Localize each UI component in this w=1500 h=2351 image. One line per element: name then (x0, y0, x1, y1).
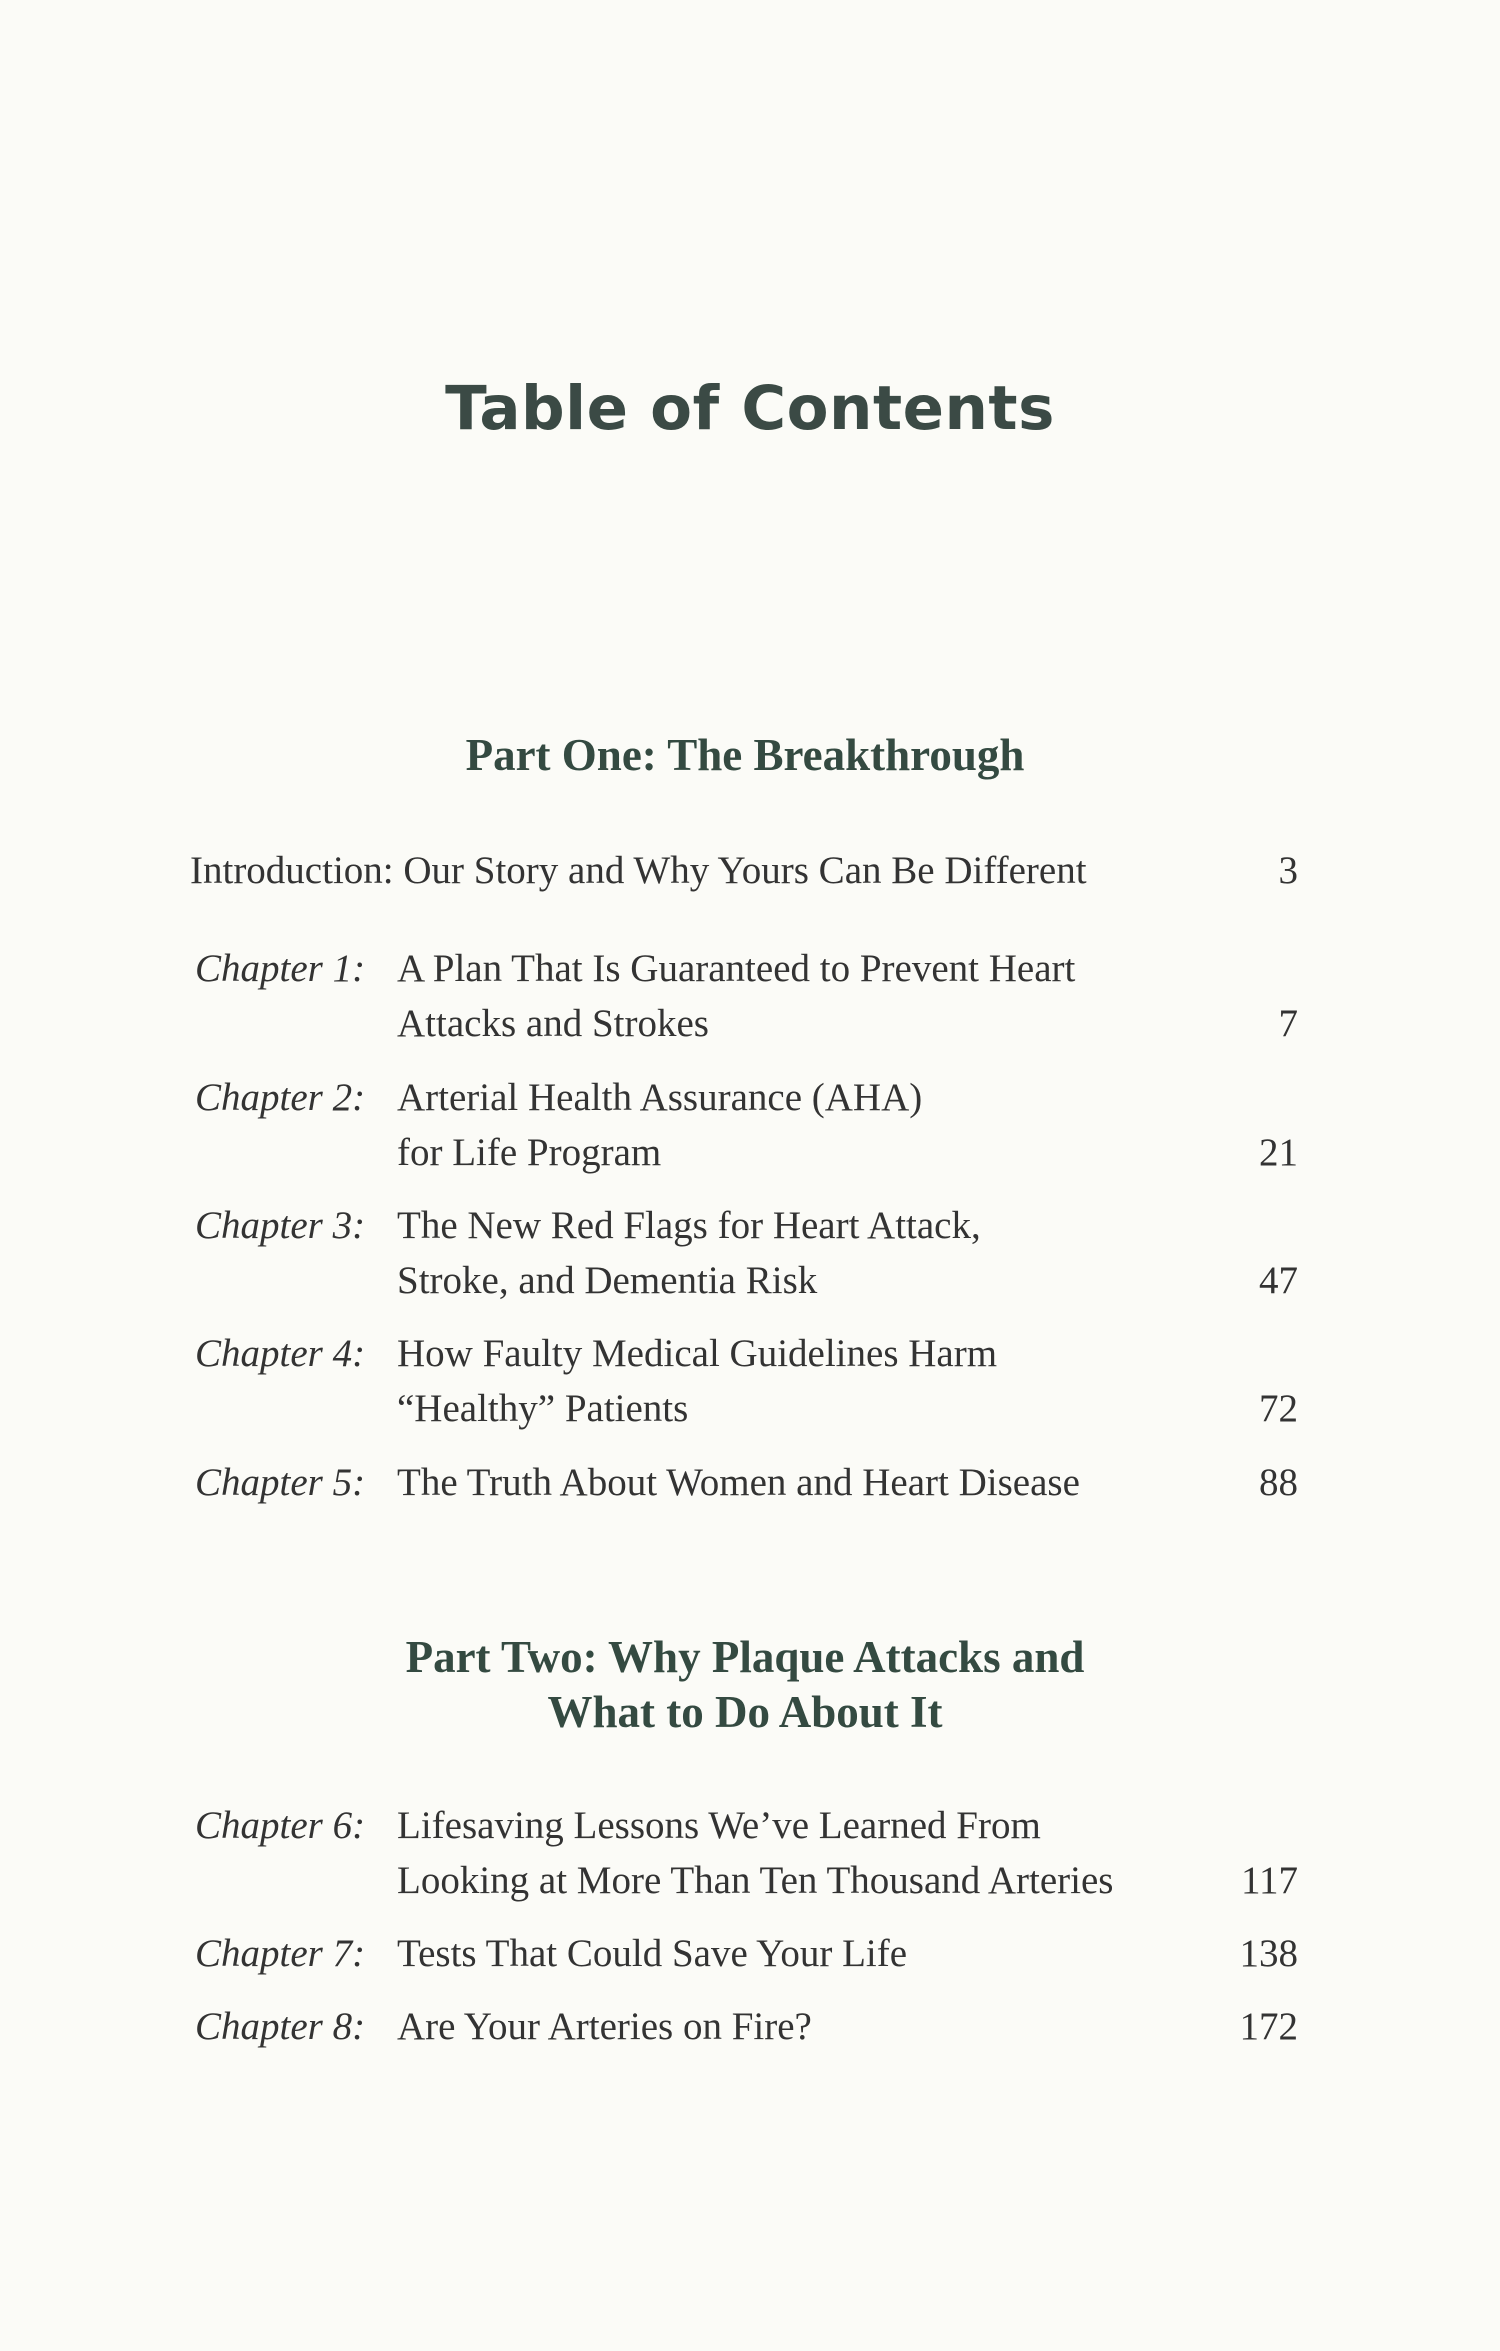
chapter-label: Chapter 8: (195, 2005, 366, 2048)
chapter-page-number: 21 (1259, 1131, 1298, 1174)
page-title: Table of Contents (445, 373, 1055, 444)
chapter-page-number: 47 (1259, 1259, 1298, 1302)
chapter-label: Chapter 3: (195, 1204, 366, 1247)
chapter-title-line: How Faulty Medical Guidelines Harm (397, 1332, 998, 1375)
chapter-label: Chapter 7: (195, 1932, 366, 1975)
chapter-title (397, 1798, 1197, 1908)
chapter-title (397, 941, 1197, 1051)
chapter-title-line: Stroke, and Dementia Risk (397, 1259, 818, 1302)
chapter-title (397, 1926, 1197, 1981)
chapter-title (397, 1326, 1197, 1436)
chapter-label: Chapter 4: (195, 1332, 366, 1375)
chapter-title-line: Are Your Arteries on Fire? (397, 2005, 812, 2048)
chapter-title-line: “Healthy” Patients (397, 1387, 689, 1430)
chapter-title-line: Tests That Could Save Your Life (397, 1932, 908, 1975)
chapter-title-line: Arterial Health Assurance (AHA) (397, 1076, 923, 1119)
chapter-page-number: 88 (1259, 1461, 1298, 1504)
chapter-title-line: The New Red Flags for Heart Attack, (397, 1204, 981, 1247)
part-two-heading (0, 1630, 1490, 1740)
chapter-page-number: 138 (1239, 1932, 1298, 1975)
chapter-label: Chapter 5: (195, 1461, 366, 1504)
chapter-page-number: 72 (1259, 1387, 1298, 1430)
chapter-title-line: A Plan That Is Guaranteed to Prevent Heart (397, 947, 1076, 990)
chapter-label: Chapter 2: (195, 1076, 366, 1119)
chapter-title (397, 1455, 1197, 1510)
chapter-title-line: for Life Program (397, 1131, 662, 1174)
chapter-title-line: Looking at More Than Ten Thousand Arteries (397, 1859, 1114, 1902)
chapter-label: Chapter 1: (195, 947, 366, 990)
chapter-title (397, 1198, 1197, 1308)
chapter-label: Chapter 6: (195, 1804, 366, 1847)
chapter-title (397, 1070, 1197, 1180)
chapter-title-line: Attacks and Strokes (397, 1002, 709, 1045)
part-two-heading-line: Part Two: Why Plaque Attacks and (405, 1632, 1085, 1682)
chapter-title (397, 1999, 1197, 2054)
part-two-heading-line: What to Do About It (547, 1687, 943, 1737)
chapter-page-number: 117 (1240, 1859, 1298, 1902)
introduction-page-number: 3 (1278, 849, 1298, 892)
introduction-title: Introduction: Our Story and Why Yours Can Be Different (190, 849, 1087, 892)
chapter-title-line: Lifesaving Lessons We’ve Learned From (397, 1804, 1041, 1847)
chapter-title-line: The Truth About Women and Heart Disease (397, 1461, 1080, 1504)
part-one-heading: Part One: The Breakthrough (465, 730, 1025, 780)
chapter-page-number: 172 (1239, 2005, 1298, 2048)
chapter-page-number: 7 (1278, 1002, 1298, 1045)
